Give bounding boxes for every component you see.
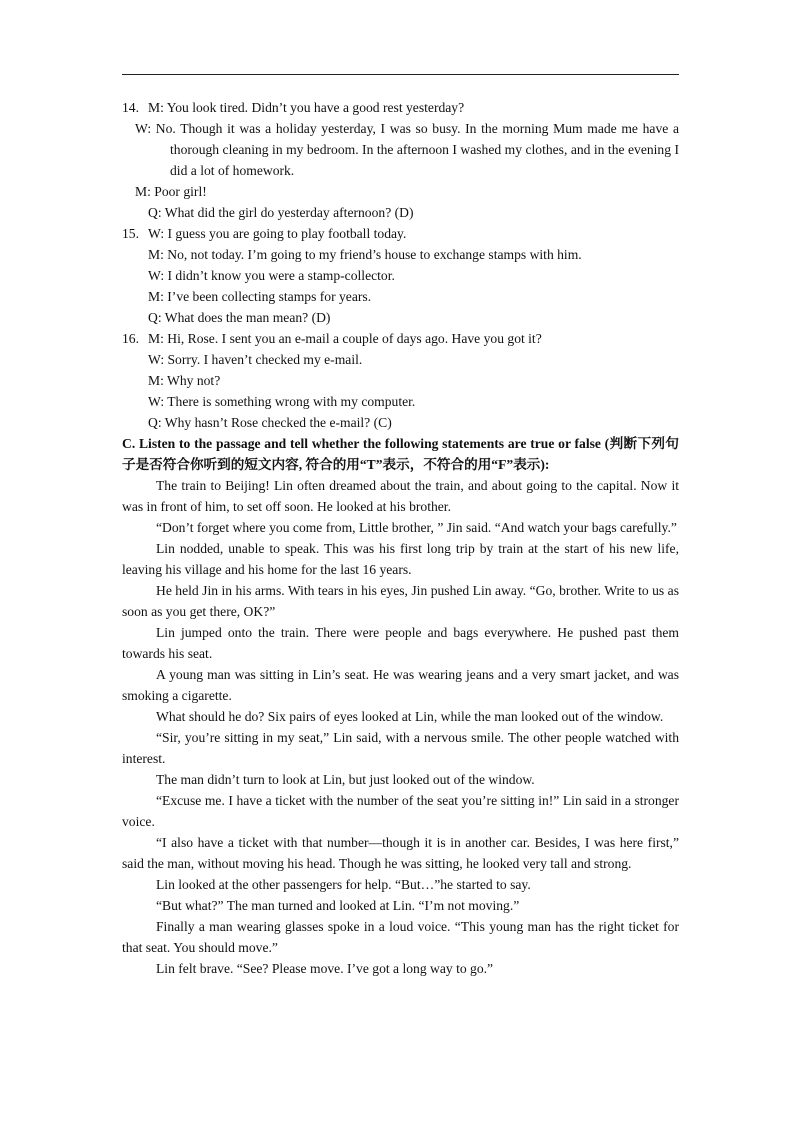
passage-paragraph: “But what?” The man turned and looked at Lin. “I’m not moving.” bbox=[156, 898, 520, 913]
passage-paragraph: Lin felt brave. “See? Please move. I’ve got a long way to go.” bbox=[156, 961, 494, 976]
dialogue-16-line-2: W: Sorry. I haven’t checked my e-mail. bbox=[148, 352, 363, 367]
dialogue-15-line-2: M: No, not today. I’m going to my friend’s house to exchange stamps with him. bbox=[148, 247, 582, 262]
dialogue-15-question: Q: What does the man mean? (D) bbox=[148, 310, 331, 325]
dialogue-16-line-3: M: Why not? bbox=[148, 373, 221, 388]
dialogue-14-line-2 bbox=[122, 118, 679, 181]
dialogue-16-line-1 bbox=[122, 328, 679, 349]
dialogue-15-line-4: M: I’ve been collecting stamps for years. bbox=[148, 289, 372, 304]
dialogue-16-line-4: W: There is something wrong with my computer. bbox=[148, 394, 416, 409]
passage-paragraph: “Sir, you’re sitting in my seat,” Lin said, with a nervous smile. The other people watched with interest. bbox=[122, 730, 679, 766]
passage-paragraph: The train to Beijing! Lin often dreamed about the train, and about going to the capital. Now it was in front of him, to set off soon. He looked at his brother. bbox=[122, 478, 679, 514]
passage-paragraph: The man didn’t turn to look at Lin, but just looked out of the window. bbox=[156, 772, 535, 787]
passage-paragraph: Lin looked at the other passengers for help. “But…”he started to say. bbox=[156, 877, 531, 892]
dialogue-number: 16. bbox=[122, 331, 139, 346]
dialogue-14-line-1 bbox=[122, 97, 679, 118]
page-content bbox=[122, 97, 679, 979]
passage-paragraph: Finally a man wearing glasses spoke in a loud voice. “This young man has the right ticket for that seat. You should move.” bbox=[122, 919, 679, 955]
passage-paragraph: “Don’t forget where you come from, Little brother, ” Jin said. “And watch your bags carefully.” bbox=[156, 520, 677, 535]
dialogue-number: 15. bbox=[122, 226, 139, 241]
passage-paragraph: A young man was sitting in Lin’s seat. He was wearing jeans and a very smart jacket, and was smoking a cigarette. bbox=[122, 667, 679, 703]
dialogue-text: W: I guess you are going to play football today. bbox=[148, 226, 407, 241]
dialogue-text: M: You look tired. Didn’t you have a good rest yesterday? bbox=[148, 100, 465, 115]
dialogue-text: W: No. Though it was a holiday yesterday, I was so busy. In the morning Mum made me have a thorough cleaning in my bedroom. In the afternoon I washed my clothes, and in the evening I did a lot of homework. bbox=[135, 121, 679, 178]
passage-paragraph: He held Jin in his arms. With tears in his eyes, Jin pushed Lin away. “Go, brother. Write to us as soon as you get there, OK?” bbox=[122, 583, 679, 619]
dialogue-14-line-3: M: Poor girl! bbox=[135, 184, 207, 199]
dialogue-14-question: Q: What did the girl do yesterday afternoon? (D) bbox=[148, 205, 414, 220]
passage-paragraph: Lin nodded, unable to speak. This was his first long trip by train at the start of his new life, leaving his village and his home for the last 16 years. bbox=[122, 541, 679, 577]
dialogue-number: 14. bbox=[122, 100, 139, 115]
passage-paragraph: “Excuse me. I have a ticket with the number of the seat you’re sitting in!” Lin said in a stronger voice. bbox=[122, 793, 679, 829]
passage-paragraph: What should he do? Six pairs of eyes looked at Lin, while the man looked out of the window. bbox=[156, 709, 664, 724]
dialogue-15-line-3: W: I didn’t know you were a stamp-collector. bbox=[148, 268, 395, 283]
header-rule bbox=[122, 74, 679, 75]
passage-paragraph: “I also have a ticket with that number—though it is in another car. Besides, I was here first,” said the man, without moving his head. Though he was sitting, he looked very tall and strong. bbox=[122, 835, 679, 871]
dialogue-15-line-1 bbox=[122, 223, 679, 244]
section-c-heading: C. Listen to the passage and tell whether the following statements are true or false (判断下列句子是否符合你听到的短文内容, 符合的用“T”表示，不符合的用“F”表示): bbox=[122, 436, 679, 472]
passage-paragraph: Lin jumped onto the train. There were people and bags everywhere. He pushed past them towards his seat. bbox=[122, 625, 679, 661]
dialogue-16-question: Q: Why hasn’t Rose checked the e-mail? (C) bbox=[148, 415, 392, 430]
dialogue-text: M: Hi, Rose. I sent you an e-mail a couple of days ago. Have you got it? bbox=[148, 331, 542, 346]
